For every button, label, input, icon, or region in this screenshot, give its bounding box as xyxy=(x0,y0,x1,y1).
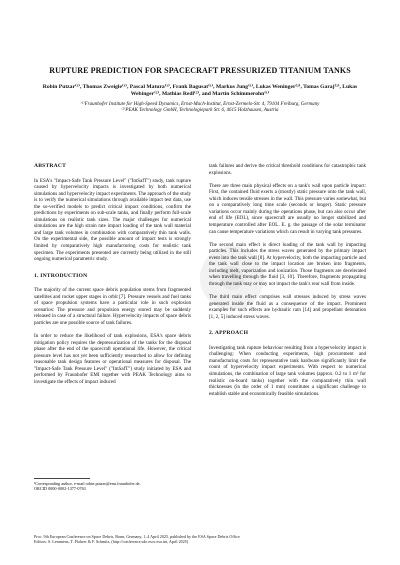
footer-line-1: Proc. 9th European Conference on Space Debris, Bonn, Germany, 1–4 April 2025, published by the ESA Space Debris Office xyxy=(34,534,240,539)
approach-heading: 2. APPROACH xyxy=(209,330,249,337)
footnote-line-1: ¹Corresponding author, e-mail robin.putzar@emi.fraunhofer.de, xyxy=(34,481,141,486)
affiliations xyxy=(40,102,360,114)
right-column xyxy=(209,163,366,404)
affiliation-2: ⁽²⁾PEAK Technology GmbH, Technologiepark Str. 6, 4615 Holzhausen, Austria xyxy=(121,108,279,114)
footer-line-2: Editors: S. Lemmens, T. Flohrer & F. Schmitz, (http://conference.sdo.esoc.esa.int, April 2025) xyxy=(34,539,189,545)
abstract-heading: ABSTRACT xyxy=(34,163,67,169)
intro-paragraph-1: The majority of the current space debris population stems from fragmented satellites and rocket upper stages in orbit [7]. Pressure vessels and fuel tanks of space propulsion systems have a particular role in such explosion scenarios: The pressure and propulsion energy stored may be suddenly released in case of a structural failure. Hypervelocity impacts of space debris particles are one possible source of tank failures. xyxy=(34,287,191,326)
right-paragraph-3: The second main effect is direct loading of the tank wall by impacting particles. This includes the stress waves generated by the primary impact event into the tank wall [8]. At hypervelocity, both the impacting particle and the tank wall close to the impact location are broken into fragments, including melt, vaporization and ionization. Those fragments are decelerated when travelling through the fluid [3, 10]. Therefore, fragments propagating through the tank may or may not impact the tank's rear wall from inside. xyxy=(209,241,366,287)
affiliation-1: ⁽¹⁾Fraunhofer Institute for High-Speed Dynamics, Ernst-Mach-Institut, Ernst-Zermelo-Str. 4, 79104 Freiburg, Germany xyxy=(80,102,320,107)
intro-paragraph-2: In order to reduce the likelihood of tank explosions, ESA's space debris mitigation policy requires the depressurization of the tanks for the disposal phase after the end of the spacecraft operational life. However, the critical pressure level has not yet been sufficiently researched to allow for defining reasonable tank design features or operational measures for disposal. The "Impact-Safe Tank Pressure Level" ("ImSafT") study initiated by ESA and performed by Fraunhofer EMI together with PEAK Technology aims to investigate the effects of impact induced xyxy=(34,333,191,385)
author-list: Robin Putzar⁽¹⁾, Thomas Zweigle⁽¹⁾, Pascal Matura⁽¹⁾, Frank Bagusat⁽¹⁾, Markus Jung⁽¹⁾, Lukas Weninger⁽²⁾, Tomas Garaj⁽²⁾, Lukas Webinger⁽²⁾, Mathias Redl⁽²⁾, and Martin Schimmerohn⁽¹⁾ xyxy=(42,84,358,98)
right-paragraph-2: There are three main physical effects on a tank's wall upon particle impact: First, the contained fluid exerts a (mostly) static pressure onto the tank wall, which induces tensile stresses in the wall. This pressure varies somewhat, but on a comparatively long time scale (seconds or longer). Static pressure variations occur mainly during the operations phase, but can also occur after end of life (EOL), since spacecraft are usually no longer stabilized and temperature controlled after EOL. E. g. the passage of the solar terminator can cause temperature variations which can result in varying tank pressures. xyxy=(209,182,366,235)
proceedings-footer xyxy=(34,534,374,545)
paper-title: RUPTURE PREDICTION FOR SPACECRAFT PRESSURIZED TITANIUM TANKS xyxy=(49,66,351,75)
left-column xyxy=(34,163,191,392)
footnote-rule xyxy=(34,478,90,479)
abstract-text: In ESA's "Impact-Safe Tank Pressure Level" ("ImSafT") study, tank rupture caused by hypervelocity impacts is investigated by both numerical simulations and hypervelocity impact experiments. The approach of the study is to verify the numerical simulations through available impact test data, use the so-verified models to predict critical impact conditions, confirm the predictions by experiments on sub-scale tanks, and finally perform full-scale simulations on realistic tank sizes. The major challenges for numerical simulations are the high strain rate impact loading of the tank wall material and large tank volumes in combination with comparatively thin tank walls. On the experimental side, the possible amount of impact tests is strongly limited by comparatively high manufacturing costs for realistic tank specimen. The experiments presented are currently being utilized in the still ongoing numerical parametric study. xyxy=(34,177,191,263)
introduction-heading: 1. INTRODUCTION xyxy=(34,272,88,279)
footnote-line-2: ORCID 0000-0002-1377-0763 xyxy=(34,486,86,492)
right-paragraph-1: tank failures and derive the critical threshold conditions for catastrophic tank explosions. xyxy=(209,163,366,176)
approach-paragraph-1: Investigating tank rupture behaviour resulting from a hypervelocity impact is challenging: When conducting experiments, high procurement and manufacturing costs for representative tank hardware significantly limit the count of hypervelocity impact experiments. With respect to numerical simulations, the combination of large tank volumes (approx. 0.2 to 1 m³ for realistic on-board tanks) together with the comparatively thin wall thicknesses (in the order of 1 mm) constitutes a significant challenge to establish stable and economically feasible simulations. xyxy=(209,344,366,397)
right-paragraph-4: The third main effect comprises wall stresses induced by stress waves generated inside the fluid as a consequence of the impact. Prominent examples for such effects are hydraulic ram [14] and propellant detonation [1, 2, 5] induced stress waves. xyxy=(209,294,366,320)
footnote xyxy=(34,481,194,492)
